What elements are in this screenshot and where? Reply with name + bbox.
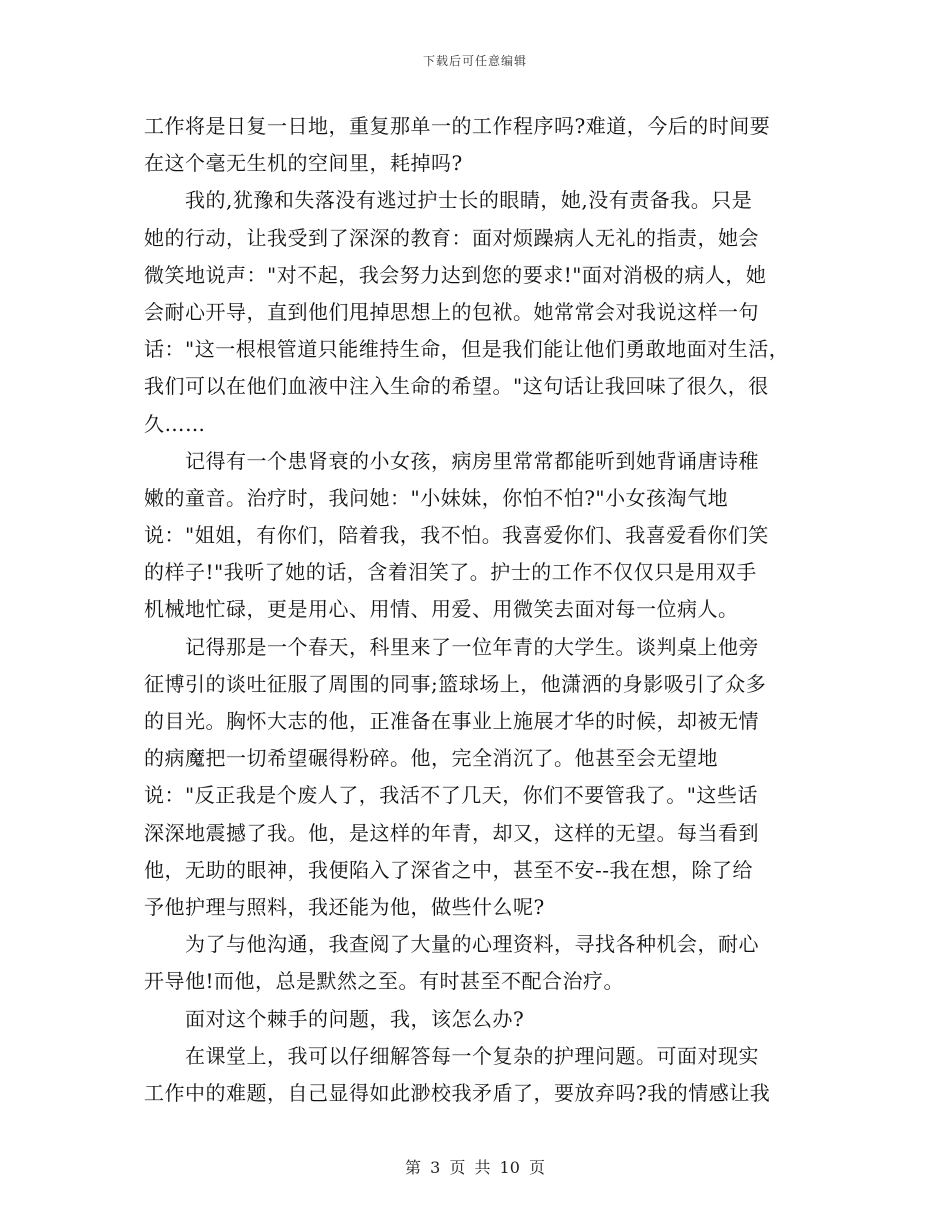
text-line: 会耐心开导，直到他们甩掉思想上的包袱。她常常会对我说这样一句: [144, 299, 759, 324]
text-line: 的目光。胸怀大志的他，正准备在事业上施展才华的时候，却被无情: [144, 709, 759, 733]
text-line: 予他护理与照料，我还能为他，做些什么呢?: [144, 894, 545, 919]
text-line: 在课堂上，我可以仔细解答每一个复杂的护理问题。可面对现实: [144, 1043, 759, 1068]
page-number-footer: 第 3 页 共 10 页: [405, 1158, 545, 1177]
page-header: 下载后可任意编辑: [422, 54, 527, 68]
text-line: 深深地震撼了我。他，是这样的年青，却又，这样的无望。每当看到: [144, 820, 759, 845]
text-line: 机械地忙碌，更是用心、用情、用爱、用微笑去面对每一位病人。: [144, 597, 739, 622]
document-body: [144, 108, 809, 1112]
text-line: 话："这一根根管道只能维持生命，但是我们能让他们勇敢地面对生活，: [144, 337, 790, 362]
text-line: 的病魔把一切希望碾得粉碎。他，完全消沉了。他甚至会无望地: [144, 746, 718, 771]
text-line: 工作中的难题，自己显得如此渺校我矛盾了，要放弃吗?我的情感让我: [144, 1080, 771, 1105]
text-line: 开导他!而他，总是默然之至。有时甚至不配合治疗。: [144, 969, 625, 994]
text-line: 我们可以在他们血液中注入生命的希望。"这句话让我回味了很久，很: [144, 374, 769, 399]
text-line: 她的行动，让我受到了深深的教育：面对烦躁病人无礼的指责，她会: [144, 225, 759, 250]
text-line: 为了与他沟通，我查阅了大量的心理资料，寻找各种机会，耐心: [144, 932, 759, 957]
text-line: 他，无助的眼神，我便陷入了深省之中，甚至不安--我在想，除了给: [144, 857, 754, 882]
text-line: 在这个毫无生机的空间里，耗掉吗?: [144, 151, 463, 176]
text-line: 面对这个棘手的问题，我，该怎么办?: [144, 1006, 525, 1031]
text-line: 的样子!"我听了她的话，含着泪笑了。护士的工作不仅仅只是用双手: [144, 560, 757, 585]
text-line: 记得那是一个春天，科里来了一位年青的大学生。谈判桌上他旁: [144, 634, 759, 659]
text-line: 征博引的谈吐征服了周围的同事;篮球场上，他潇洒的身影吸引了众多: [144, 671, 767, 696]
text-line: 嫩的童音。治疗时，我问她："小妹妹，你怕不怕?"小女孩淘气地: [144, 485, 729, 510]
text-line: 久……: [144, 411, 206, 436]
text-line: 我的,犹豫和失落没有逃过护士长的眼睛，她,没有责备我。只是: [144, 188, 753, 213]
text-line: 记得有一个患肾衰的小女孩，病房里常常都能听到她背诵唐诗稚: [144, 448, 759, 473]
text-line: 微笑地说声："对不起，我会努力达到您的要求!"面对消极的病人，她: [144, 262, 767, 287]
text-line: 工作将是日复一日地，重复那单一的工作程序吗?难道，今后的时间要: [144, 114, 771, 138]
text-line: 说："姐姐，有你们，陪着我，我不怕。我喜爱你们、我喜爱看你们笑: [144, 523, 769, 548]
text-line: 说："反正我是个废人了，我活不了几天，你们不要管我了。"这些话: [144, 783, 758, 808]
